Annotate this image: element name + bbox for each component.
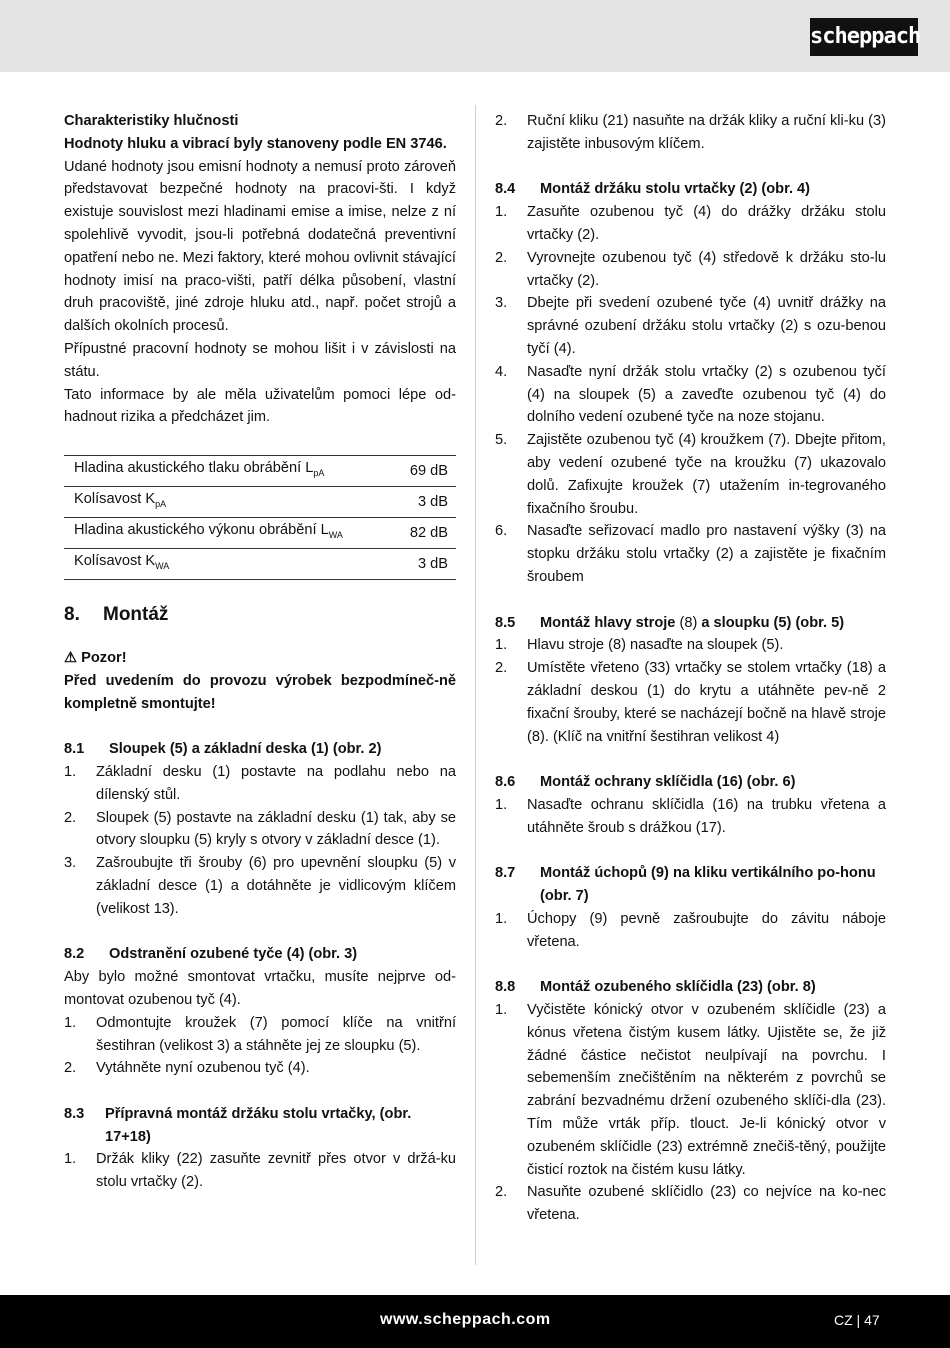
footer-bar bbox=[0, 1295, 950, 1348]
list-8-7 bbox=[495, 908, 886, 954]
list-item: 1. Vyčistěte kónický otvor v ozubeném sklíčidle (23) a kónus vřetena čistým kusem látky. Ujistěte se, že již žádné částice nečistot neulpívají na povrchu. I sebemenším znečištěním na některém z povrchů se zabrání bezvadnému držení ozubeného sklíči-dla (23). Tím může vrták příp. tlouct. Je-li kónický otvor v ozubeném sklíčidle (23) extrémně znečiš-těný, použijte čisticí roztok na čistém kusu látky. bbox=[495, 1002, 886, 1178]
noise-paragraph-2: Přípustné pracovní hodnoty se mohou lišit i v závislosti na státu. bbox=[64, 340, 456, 380]
table-value: 3 dB bbox=[392, 487, 456, 518]
list-item: 1. Zasuňte ozubenou tyč (4) do drážky držáku stolu vrtačky (2). bbox=[495, 204, 886, 243]
noise-title: Charakteristiky hlučnosti bbox=[64, 113, 239, 129]
table-row: Hladina akustického výkonu obrábění $L_{WA}$ 82 dB bbox=[64, 518, 456, 549]
list-item: 1. Hlavu stroje (8) nasaďte na sloupek (5). bbox=[495, 637, 784, 654]
left-column bbox=[64, 110, 456, 1194]
table-value: 82 dB bbox=[392, 518, 456, 549]
subsection-8-5-heading: 8.5 Montáž hlavy stroje (8) a sloupku (5) (obr. 5) bbox=[495, 614, 845, 631]
list-item: 1. Nasaďte ochranu sklíčidla (16) na trubku vřetena a utáhněte šroub s drážkou (17). bbox=[495, 796, 886, 836]
list-item: 6. Nasaďte seřizovací madlo pro nastavení výšky (3) na stopku držáku stolu vrtačky (2) a zajistěte je fixačním šroubem bbox=[495, 523, 886, 585]
subsection-8-7-heading: 8.7 Montáž úchopů (9) na kliku vertikálního po-honu (obr. 7) bbox=[495, 865, 876, 905]
list-item: 3. Dbejte při svedení ozubené tyče (4) uvnitř drážky na správné ozubení držáku stolu vrtačky (2) s ozu-benou tyčí (4). bbox=[495, 295, 886, 357]
list-8-3 bbox=[64, 1148, 456, 1194]
subsection-8-2-intro: Aby bylo možné smontovat vrtačku, musíte nejprve od-montovat ozubenou tyč (4). bbox=[64, 969, 456, 1008]
list-8-4 bbox=[495, 201, 886, 589]
list-item: 2. Ruční kliku (21) nasuňte na držák kliky a ruční kli-ku (3) zajistěte inbusovým klíčem. bbox=[495, 113, 886, 152]
list-item: 1. Odmontujte kroužek (7) pomocí klíče na vnitřní šestihran (velikost 3) a stáhněte jej ze sloupku (5). bbox=[64, 1014, 456, 1054]
list-item: 1. Úchopy (9) pevně zašroubujte do závitu náboje vřetena. bbox=[495, 910, 886, 950]
warning-title: ⚠ Pozor! bbox=[64, 649, 127, 666]
right-column bbox=[495, 110, 886, 1227]
list-8-6 bbox=[495, 794, 886, 840]
list-item: 2. Umístěte vřeteno (33) vrtačky se stolem vrtačky (18) a základní deskou (1) do krytu a utáhněte pev-ně 2 fixační šrouby, které se nacházejí bočně na hlavě stroje (8). (Klíč na vnitřní šestihran velikost 4) bbox=[495, 660, 886, 745]
table-row: Kolísavost $K_{pA}$ 3 dB bbox=[64, 487, 456, 518]
list-8-3-continued bbox=[495, 110, 886, 156]
subsection-8-3-heading: 8.3 Přípravná montáž držáku stolu vrtačky, (obr. 17+18) bbox=[64, 1105, 412, 1145]
noise-table bbox=[64, 455, 456, 580]
scheppach-logo: scheppach bbox=[810, 18, 918, 56]
list-item: 2. Sloupek (5) postavte na základní desku (1) tak, aby se otvory sloupku (5) kryly s otvory v základní desce (1). bbox=[64, 809, 456, 849]
table-value: 69 dB bbox=[392, 456, 456, 487]
page-number: CZ | 47 bbox=[834, 1312, 880, 1328]
header-bar bbox=[0, 0, 950, 72]
subsection-8-4-heading: 8.4 Montáž držáku stolu vrtačky (2) (obr. 4) bbox=[495, 181, 811, 198]
list-item: 3. Zašroubujte tři šrouby (6) pro upevnění sloupku (5) v základní desce (1) a dotáhněte je vidlicovým klíčem (velikost 13). bbox=[64, 855, 456, 917]
list-item: 5. Zajistěte ozubenou tyč (4) kroužkem (7). Dbejte přitom, aby vedení ozubené tyče na kroužku (7) ukazovalo dolů. Zafixujte kroužek (7) utažením in-tegrovaného fixačního šroubu. bbox=[495, 432, 886, 517]
noise-standard: Hodnoty hluku a vibrací byly stanoveny podle EN 3746. bbox=[64, 135, 447, 152]
subsection-8-1-heading: 8.1 Sloupek (5) a základní deska (1) (obr. 2) bbox=[64, 741, 382, 758]
subsection-8-6-heading: 8.6 Montáž ochrany sklíčidla (16) (obr. 6) bbox=[495, 774, 796, 791]
warning-text: Před uvedením do provozu výrobek bezpodmíneč-ně kompletně smontujte! bbox=[64, 672, 456, 712]
subsection-8-2-heading: 8.2 Odstranění ozubené tyče (4) (obr. 3) bbox=[64, 946, 358, 963]
list-8-1 bbox=[64, 761, 456, 921]
list-item: 4. Nasaďte nyní držák stolu vrtačky (2) s ozubenou tyčí (4) na sloupek (5) a zaveďte ozubenou tyč (4) do dolního vedení ozubené tyče na noze stojanu. bbox=[495, 363, 886, 426]
section-heading-8: 8. Montáž bbox=[64, 604, 169, 626]
website-link[interactable]: www.scheppach.com bbox=[380, 1311, 551, 1328]
list-8-8 bbox=[495, 999, 886, 1227]
table-row: Hladina akustického tlaku obrábění $L_{pA}$ 69 dB bbox=[64, 456, 456, 487]
noise-paragraph-1: Udané hodnoty jsou emisní hodnoty a nemusí proto zároveň představovat bezpečné hodnoty na pracovi-šti. I když existuje souvislost mezi hladinami emise a imise, nelze z ní spolehlivě vyvodit, jsou-li potřebná dodatečná preventivní opatření nebo ne. Mezi faktory, které mohou ovlivnit stávající hodnoty imisí na praco-višti, patří délka působení, vlastní druh pracoviště, jiné zdroje hluku atd., např. počet strojů a dalších okolních procesů. bbox=[64, 158, 456, 335]
column-divider bbox=[475, 105, 476, 1265]
table-value: 3 dB bbox=[392, 549, 456, 580]
warning-icon: ⚠ bbox=[64, 649, 78, 666]
list-item: 2. Vytáhněte nyní ozubenou tyč (4). bbox=[64, 1060, 310, 1077]
noise-paragraph-3: Tato informace by ale měla uživatelům pomoci lépe od-hadnout rizika a předcházet jim. bbox=[64, 386, 456, 426]
list-8-5 bbox=[495, 634, 886, 748]
subsection-8-8-heading: 8.8 Montáž ozubeného sklíčidla (23) (obr. 8) bbox=[495, 979, 816, 996]
list-item: 2. Nasuňte ozubené sklíčidlo (23) co nejvíce na ko-nec vřetena. bbox=[495, 1184, 886, 1224]
list-item: 1. Držák kliky (22) zasuňte zevnitř přes otvor v držá-ku stolu vrtačky (2). bbox=[64, 1151, 456, 1191]
list-8-2 bbox=[64, 1012, 456, 1080]
table-row: Kolísavost $K_{WA}$ 3 dB bbox=[64, 549, 456, 580]
list-item: 2. Vyrovnejte ozubenou tyč (4) středově k držáku sto-lu vrtačky (2). bbox=[495, 249, 886, 289]
list-item: 1. Základní desku (1) postavte na podlahu nebo na dílenský stůl. bbox=[64, 763, 456, 803]
